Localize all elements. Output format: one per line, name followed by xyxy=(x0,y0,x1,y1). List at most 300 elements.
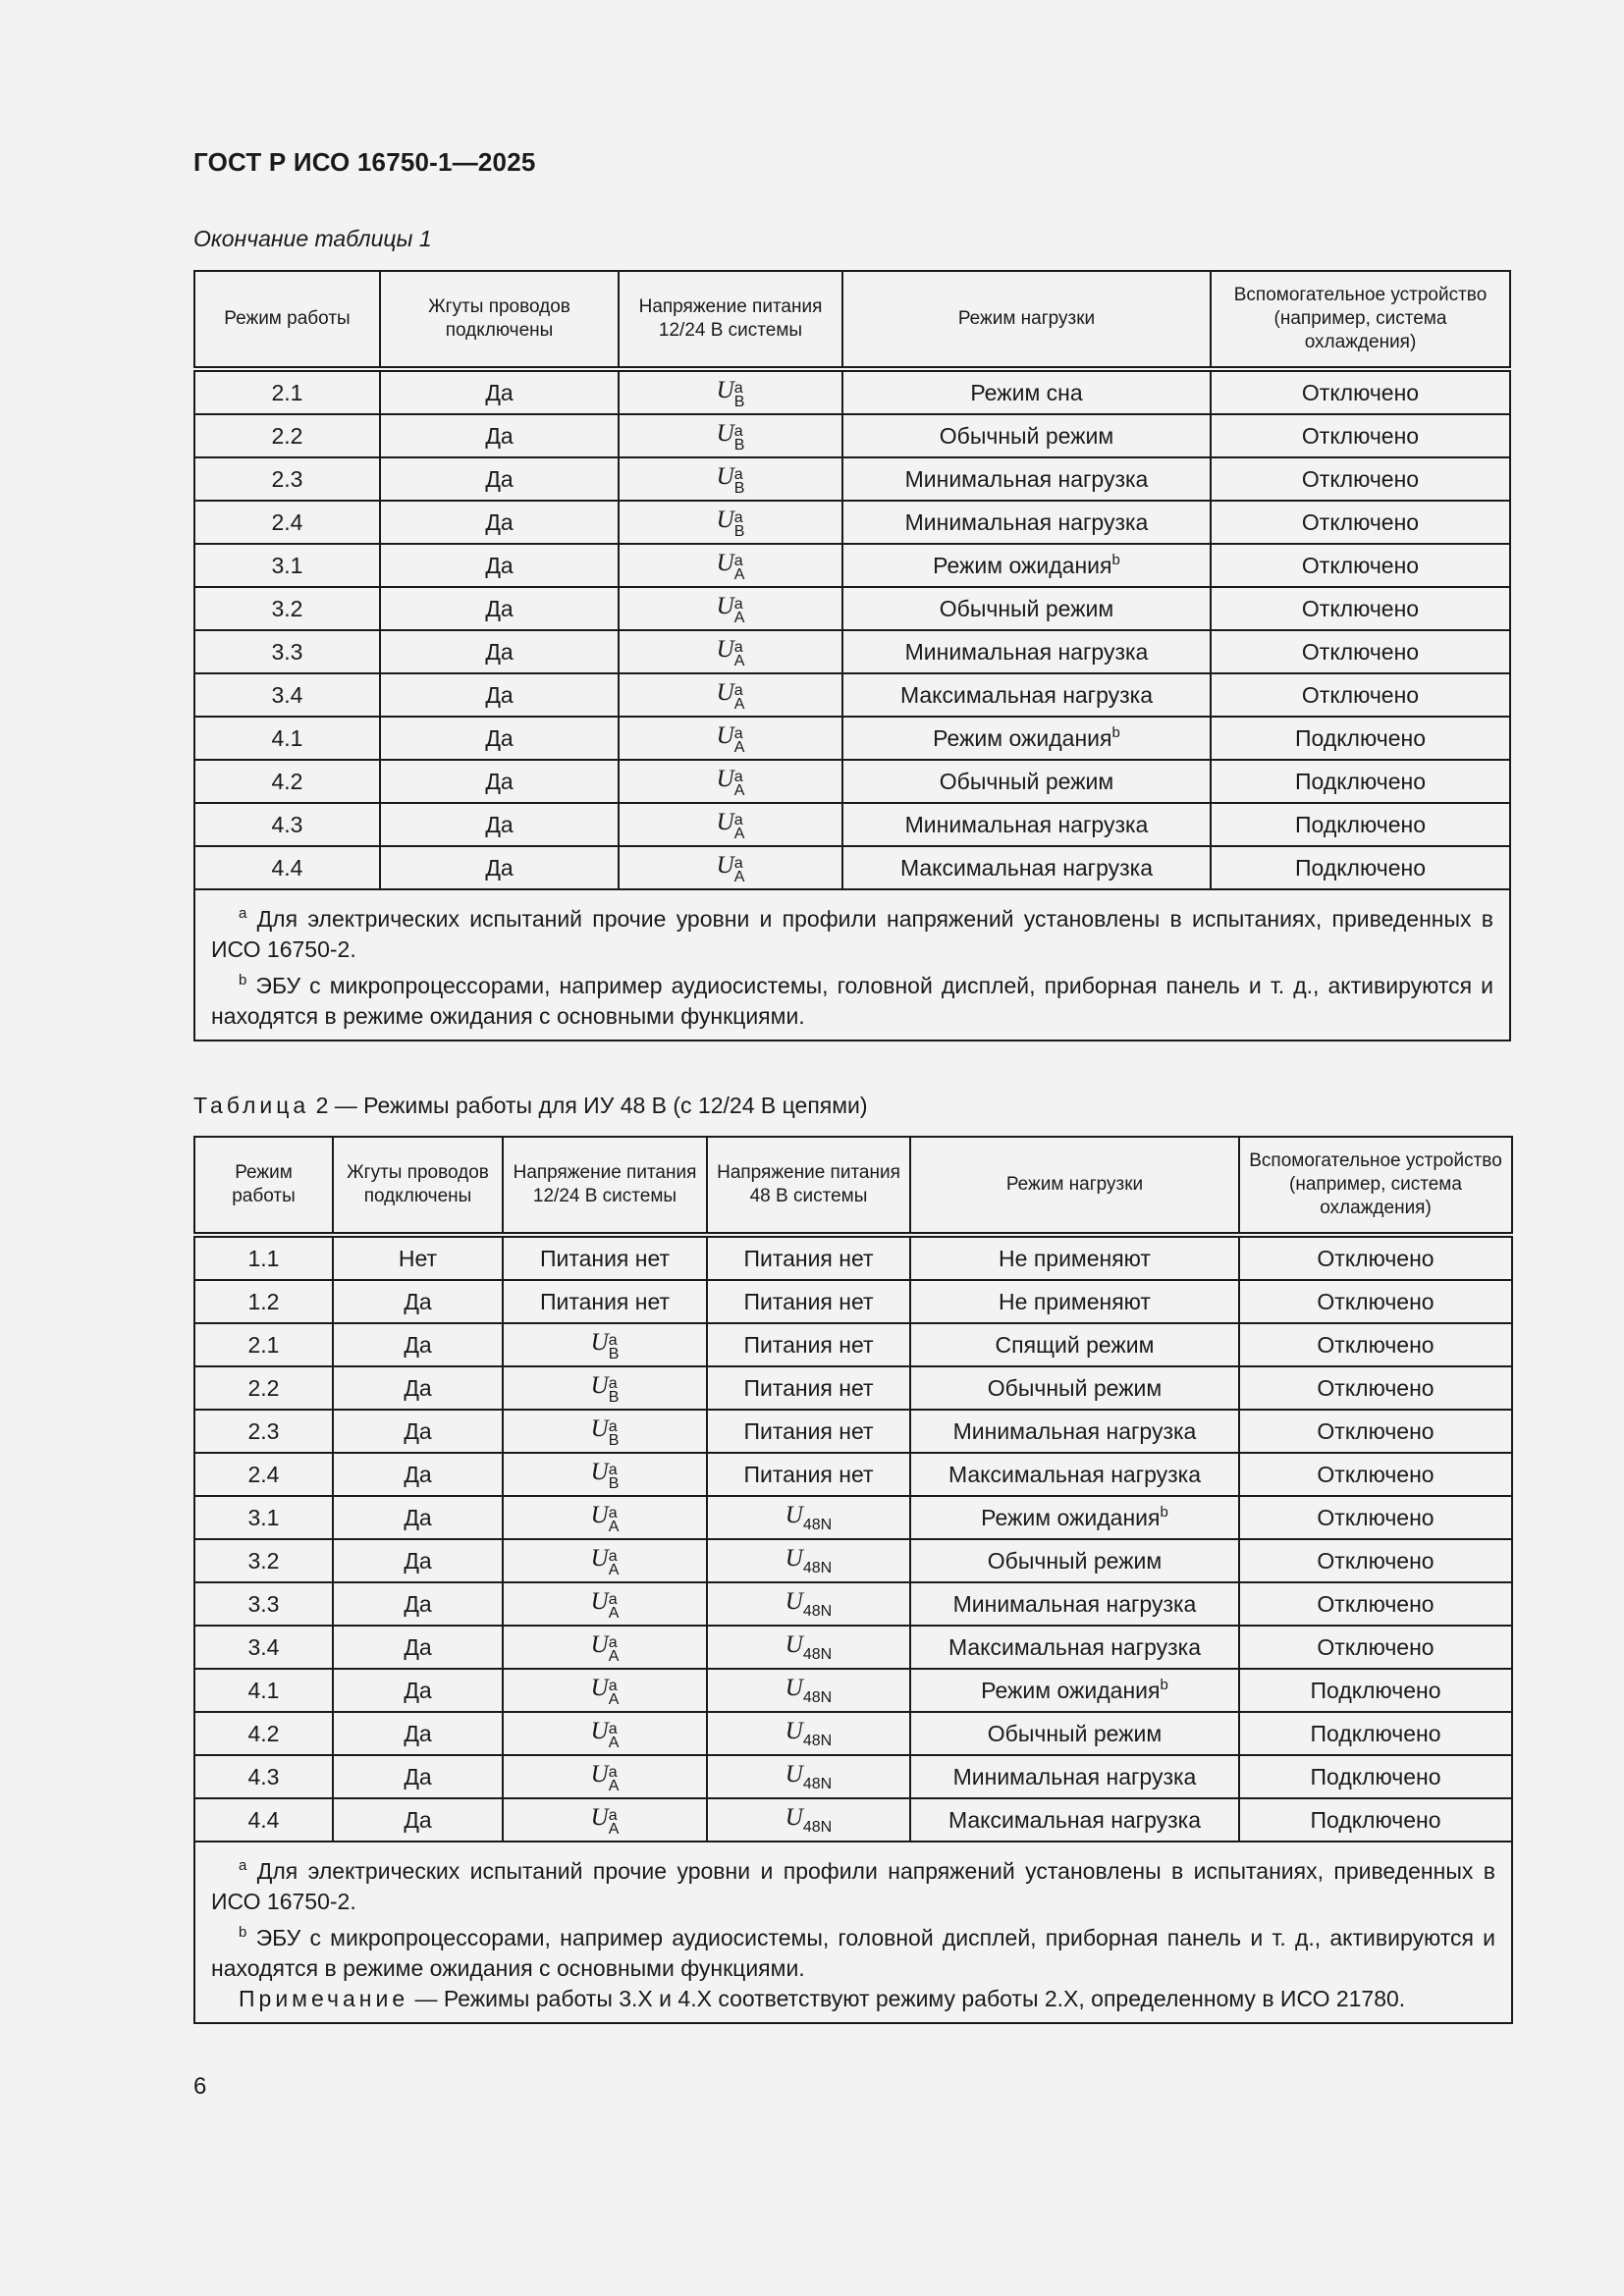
voltage-symbol xyxy=(590,1587,620,1622)
voltage-symbol xyxy=(590,1674,620,1708)
voltage-letter: U xyxy=(716,592,734,619)
load-mode-cell xyxy=(910,1453,1239,1496)
voltage-subscript: A xyxy=(608,1647,620,1665)
load-mode-cell xyxy=(910,1712,1239,1755)
footnote-text: Для электрических испытаний прочие уровни и профили напряжений установлены в испытаниях, приведенных в ИСО 16750-2. xyxy=(211,906,1493,962)
mode-cell: 3.2 xyxy=(194,587,380,630)
mode-cell: 2.4 xyxy=(194,1453,333,1496)
aux-device-cell: Отключено xyxy=(1239,1410,1512,1453)
voltage-48-cell: Питания нет xyxy=(707,1366,910,1410)
voltage-superscript: a xyxy=(608,1504,618,1522)
voltage-supsub xyxy=(733,811,745,842)
table-row xyxy=(194,1712,1512,1755)
voltage-letter: U xyxy=(716,376,734,403)
voltage-supsub xyxy=(733,681,745,713)
aux-device-cell: Отключено xyxy=(1211,630,1510,673)
footnote-a xyxy=(211,898,1493,965)
mode-cell: 2.4 xyxy=(194,501,380,544)
mode-cell: 2.3 xyxy=(194,457,380,501)
mode-cell: 3.4 xyxy=(194,1626,333,1669)
table1-caption: Окончание таблицы 1 xyxy=(193,226,432,251)
load-mode-text: Режим ожидания xyxy=(981,1678,1161,1703)
voltage-symbol xyxy=(716,506,745,540)
aux-device-cell: Отключено xyxy=(1239,1582,1512,1626)
load-mode-cell xyxy=(842,760,1211,803)
voltage-subscript: A xyxy=(733,781,745,799)
load-mode-text: Минимальная нагрузка xyxy=(904,465,1149,492)
load-mode-text: Минимальная нагрузка xyxy=(904,638,1149,665)
voltage-1224-cell xyxy=(619,846,842,889)
load-mode-text: Минимальная нагрузка xyxy=(904,811,1149,837)
mode-cell: 4.2 xyxy=(194,1712,333,1755)
voltage-superscript: a xyxy=(608,1590,618,1608)
voltage-letter: U xyxy=(716,851,734,879)
mode-cell: 3.3 xyxy=(194,1582,333,1626)
voltage-letter: U xyxy=(716,808,734,835)
harness-cell: Да xyxy=(333,1626,503,1669)
voltage-superscript: a xyxy=(608,1417,618,1435)
table2-header-cell: Режим работы xyxy=(194,1137,333,1235)
load-mode-cell xyxy=(910,1496,1239,1539)
voltage-symbol xyxy=(590,1415,620,1449)
load-mode-text: Не применяют xyxy=(999,1245,1151,1271)
voltage-supsub xyxy=(733,508,745,540)
voltage-letter: U xyxy=(716,419,734,447)
mode-cell: 3.1 xyxy=(194,1496,333,1539)
voltage-superscript: a xyxy=(608,1806,618,1824)
load-mode-cell xyxy=(910,1280,1239,1323)
table-row xyxy=(194,1366,1512,1410)
harness-cell: Да xyxy=(333,1669,503,1712)
voltage-1224-cell xyxy=(503,1496,707,1539)
aux-device-cell: Подключено xyxy=(1239,1712,1512,1755)
voltage-superscript: a xyxy=(608,1374,618,1392)
table-row xyxy=(194,1235,1512,1280)
table2-footnotes xyxy=(194,1842,1512,2023)
harness-cell: Да xyxy=(333,1410,503,1453)
voltage-48-cell xyxy=(707,1582,910,1626)
voltage-1224-cell xyxy=(503,1755,707,1798)
voltage-symbol xyxy=(716,808,745,842)
voltage-symbol xyxy=(716,549,745,583)
harness-cell: Да xyxy=(333,1323,503,1366)
table1-header-cell: Режим работы xyxy=(194,271,380,369)
mode-cell: 3.3 xyxy=(194,630,380,673)
voltage-letter: U xyxy=(785,1587,803,1615)
harness-cell: Да xyxy=(380,501,619,544)
table-row xyxy=(194,1453,1512,1496)
load-mode-cell xyxy=(910,1626,1239,1669)
voltage-letter: U xyxy=(785,1501,803,1528)
load-mode-cell xyxy=(910,1410,1239,1453)
voltage-symbol xyxy=(716,419,745,454)
voltage-symbol xyxy=(785,1803,833,1836)
voltage-supsub xyxy=(608,1677,620,1708)
document-header: ГОСТ Р ИСО 16750-1—2025 xyxy=(193,147,536,177)
harness-cell: Да xyxy=(333,1539,503,1582)
voltage-1224-cell xyxy=(503,1323,707,1366)
voltage-1224-cell xyxy=(619,717,842,760)
voltage-superscript: a xyxy=(733,508,743,526)
load-mode-text: Минимальная нагрузка xyxy=(952,1417,1197,1444)
voltage-superscript: a xyxy=(733,595,743,613)
table1-header-cell: Вспомогательное устройство (например, система охлаждения) xyxy=(1211,271,1510,369)
mode-cell: 1.2 xyxy=(194,1280,333,1323)
voltage-superscript: a xyxy=(733,811,743,828)
voltage-supsub xyxy=(733,595,745,626)
table-row xyxy=(194,1280,1512,1323)
load-mode-cell xyxy=(842,803,1211,846)
footnote-a xyxy=(211,1850,1495,1917)
footnote-mark: b xyxy=(239,972,247,988)
harness-cell: Да xyxy=(333,1755,503,1798)
voltage-symbol xyxy=(590,1501,620,1535)
voltage-supsub xyxy=(608,1504,620,1535)
aux-device-cell: Отключено xyxy=(1211,501,1510,544)
voltage-superscript: a xyxy=(733,465,743,483)
voltage-supsub xyxy=(608,1461,620,1492)
table2-header-cell: Режим нагрузки xyxy=(910,1137,1239,1235)
voltage-symbol xyxy=(716,462,745,497)
mode-cell: 4.2 xyxy=(194,760,380,803)
voltage-1224-cell xyxy=(619,369,842,414)
voltage-subscript: B xyxy=(608,1388,620,1406)
aux-device-cell: Отключено xyxy=(1239,1366,1512,1410)
harness-cell: Да xyxy=(380,760,619,803)
table-row xyxy=(194,1755,1512,1798)
mode-cell: 2.1 xyxy=(194,1323,333,1366)
table-row xyxy=(194,501,1510,544)
table-row xyxy=(194,369,1510,414)
voltage-letter: U xyxy=(716,765,734,792)
table-row xyxy=(194,1626,1512,1669)
load-mode-cell xyxy=(842,717,1211,760)
aux-device-cell: Отключено xyxy=(1239,1235,1512,1280)
voltage-1224-cell xyxy=(619,760,842,803)
aux-device-cell: Подключено xyxy=(1211,760,1510,803)
voltage-letter: U xyxy=(590,1544,609,1572)
footnote-mark: b xyxy=(239,1924,247,1941)
voltage-letter: U xyxy=(716,635,734,663)
table1-footnotes-row xyxy=(194,889,1510,1041)
voltage-1224-cell xyxy=(619,587,842,630)
voltage-superscript: a xyxy=(608,1547,618,1565)
voltage-symbol xyxy=(590,1630,620,1665)
voltage-supsub xyxy=(608,1590,620,1622)
mode-cell: 2.3 xyxy=(194,1410,333,1453)
harness-cell: Да xyxy=(380,587,619,630)
harness-cell: Да xyxy=(380,369,619,414)
load-mode-text: Максимальная нагрузка xyxy=(947,1633,1202,1660)
load-mode-text: Обычный режим xyxy=(939,595,1114,621)
voltage-symbol xyxy=(785,1544,833,1576)
voltage-subscript: B xyxy=(608,1345,620,1362)
table-note xyxy=(211,1984,1495,2014)
voltage-subscript: A xyxy=(733,565,745,583)
harness-cell: Да xyxy=(333,1798,503,1842)
voltage-superscript: a xyxy=(733,552,743,569)
table-row xyxy=(194,760,1510,803)
voltage-letter: U xyxy=(716,721,734,749)
voltage-1224-cell xyxy=(619,803,842,846)
aux-device-cell: Отключено xyxy=(1239,1496,1512,1539)
voltage-1224-cell xyxy=(619,414,842,457)
harness-cell: Да xyxy=(333,1280,503,1323)
voltage-letter: U xyxy=(590,1501,609,1528)
harness-cell: Да xyxy=(380,414,619,457)
load-mode-cell xyxy=(842,587,1211,630)
load-mode-text: Обычный режим xyxy=(987,1374,1163,1401)
voltage-letter: U xyxy=(785,1717,803,1744)
voltage-symbol xyxy=(785,1717,833,1749)
harness-cell: Да xyxy=(380,457,619,501)
note-text: — Режимы работы 3.X и 4.X соответствуют режиму работы 2.X, определенному в ИСО 21780. xyxy=(408,1986,1406,2011)
voltage-superscript: a xyxy=(608,1763,618,1781)
footnote-b xyxy=(211,965,1493,1032)
harness-cell: Да xyxy=(380,673,619,717)
load-mode-cell xyxy=(910,1798,1239,1842)
load-mode-cell xyxy=(842,544,1211,587)
harness-cell: Да xyxy=(380,630,619,673)
voltage-superscript: a xyxy=(733,724,743,742)
voltage-subscript: A xyxy=(608,1604,620,1622)
voltage-superscript: a xyxy=(608,1331,618,1349)
aux-device-cell: Отключено xyxy=(1211,587,1510,630)
voltage-superscript: a xyxy=(608,1633,618,1651)
voltage-subscript: 48N xyxy=(802,1645,833,1663)
table2-header-cell: Вспомогательное устройство (например, система охлаждения) xyxy=(1239,1137,1512,1235)
voltage-superscript: a xyxy=(608,1720,618,1737)
voltage-symbol xyxy=(716,765,745,799)
voltage-supsub xyxy=(608,1547,620,1578)
voltage-subscript: 48N xyxy=(802,1688,833,1706)
voltage-48-cell xyxy=(707,1626,910,1669)
table-row xyxy=(194,457,1510,501)
voltage-subscript: A xyxy=(733,738,745,756)
voltage-superscript: a xyxy=(608,1461,618,1478)
harness-cell: Да xyxy=(333,1712,503,1755)
voltage-letter: U xyxy=(590,1674,609,1701)
load-mode-text: Обычный режим xyxy=(939,768,1114,794)
table1 xyxy=(193,270,1511,1041)
mode-cell: 2.2 xyxy=(194,414,380,457)
footnote-mark: b xyxy=(1111,724,1120,741)
load-mode-text: Режим ожидания xyxy=(981,1505,1161,1530)
voltage-1224-cell: Питания нет xyxy=(503,1235,707,1280)
footnote-text: Для электрических испытаний прочие уровни и профили напряжений установлены в испытаниях, приведенных в ИСО 16750-2. xyxy=(211,1858,1496,1914)
load-mode-text: Режим ожидания xyxy=(933,725,1112,751)
load-mode-cell xyxy=(910,1669,1239,1712)
voltage-letter: U xyxy=(785,1630,803,1658)
voltage-48-cell: Питания нет xyxy=(707,1323,910,1366)
table2-caption-text: 2 — Режимы работы для ИУ 48 В (с 12/24 В цепями) xyxy=(315,1093,868,1118)
mode-cell: 3.2 xyxy=(194,1539,333,1582)
voltage-superscript: a xyxy=(733,854,743,872)
footnote-mark: b xyxy=(1160,1504,1168,1521)
voltage-symbol xyxy=(590,1717,620,1751)
voltage-1224-cell xyxy=(619,457,842,501)
load-mode-cell xyxy=(910,1539,1239,1582)
load-mode-cell xyxy=(842,630,1211,673)
voltage-48-cell xyxy=(707,1669,910,1712)
table-row xyxy=(194,1582,1512,1626)
table1-header-row xyxy=(194,271,1510,369)
table-row xyxy=(194,1798,1512,1842)
load-mode-cell xyxy=(842,414,1211,457)
aux-device-cell: Отключено xyxy=(1211,544,1510,587)
load-mode-cell xyxy=(842,673,1211,717)
voltage-1224-cell xyxy=(503,1798,707,1842)
voltage-1224-cell xyxy=(503,1626,707,1669)
voltage-letter: U xyxy=(716,678,734,706)
table-row xyxy=(194,803,1510,846)
footnote-mark: b xyxy=(1160,1677,1168,1693)
voltage-symbol xyxy=(716,678,745,713)
voltage-subscript: B xyxy=(733,522,745,540)
harness-cell: Да xyxy=(380,544,619,587)
voltage-subscript: 48N xyxy=(802,1818,833,1836)
voltage-supsub xyxy=(608,1331,620,1362)
voltage-1224-cell xyxy=(503,1539,707,1582)
voltage-supsub xyxy=(733,768,745,799)
voltage-symbol xyxy=(590,1328,620,1362)
aux-device-cell: Отключено xyxy=(1239,1280,1512,1323)
load-mode-text: Минимальная нагрузка xyxy=(904,508,1149,535)
voltage-48-cell xyxy=(707,1496,910,1539)
voltage-letter: U xyxy=(590,1717,609,1744)
voltage-superscript: a xyxy=(733,379,743,397)
voltage-symbol xyxy=(785,1587,833,1620)
load-mode-text: Обычный режим xyxy=(987,1547,1163,1574)
voltage-letter: U xyxy=(590,1587,609,1615)
voltage-subscript: B xyxy=(608,1431,620,1449)
footnote-text: ЭБУ с микропроцессорами, например аудиосистемы, головной дисплей, приборная панель и т. д., активируются и находятся в режиме ожидания с основными функциями. xyxy=(211,1925,1496,1981)
table2-caption xyxy=(193,1093,868,1119)
voltage-1224-cell xyxy=(619,501,842,544)
table-row xyxy=(194,414,1510,457)
voltage-subscript: 48N xyxy=(802,1732,833,1749)
harness-cell: Да xyxy=(333,1453,503,1496)
harness-cell: Да xyxy=(380,717,619,760)
table2-caption-prefix: Таблица xyxy=(193,1093,310,1118)
voltage-letter: U xyxy=(590,1371,609,1399)
load-mode-cell xyxy=(910,1235,1239,1280)
mode-cell: 4.3 xyxy=(194,803,380,846)
load-mode-cell xyxy=(910,1366,1239,1410)
voltage-1224-cell xyxy=(503,1582,707,1626)
voltage-1224-cell xyxy=(503,1453,707,1496)
load-mode-text: Обычный режим xyxy=(939,422,1114,449)
voltage-symbol xyxy=(785,1501,833,1533)
voltage-supsub xyxy=(733,422,745,454)
voltage-supsub xyxy=(733,379,745,410)
harness-cell: Да xyxy=(333,1366,503,1410)
voltage-symbol xyxy=(716,721,745,756)
voltage-48-cell xyxy=(707,1798,910,1842)
voltage-superscript: a xyxy=(733,638,743,656)
voltage-subscript: B xyxy=(733,393,745,410)
voltage-subscript: A xyxy=(608,1561,620,1578)
voltage-supsub xyxy=(608,1763,620,1794)
load-mode-cell xyxy=(910,1323,1239,1366)
voltage-letter: U xyxy=(716,462,734,490)
load-mode-text: Минимальная нагрузка xyxy=(952,1763,1197,1789)
voltage-48-cell: Питания нет xyxy=(707,1235,910,1280)
load-mode-text: Режим сна xyxy=(970,379,1083,405)
page-number: 6 xyxy=(193,2073,207,2100)
voltage-letter: U xyxy=(785,1674,803,1701)
voltage-supsub xyxy=(608,1633,620,1665)
mode-cell: 1.1 xyxy=(194,1235,333,1280)
voltage-symbol xyxy=(716,376,745,410)
load-mode-text: Максимальная нагрузка xyxy=(947,1461,1202,1487)
load-mode-text: Не применяют xyxy=(999,1288,1151,1314)
table-row xyxy=(194,717,1510,760)
aux-device-cell: Подключено xyxy=(1211,717,1510,760)
load-mode-text: Максимальная нагрузка xyxy=(899,681,1154,708)
harness-cell: Да xyxy=(333,1496,503,1539)
harness-cell: Да xyxy=(380,803,619,846)
harness-cell: Да xyxy=(380,846,619,889)
voltage-letter: U xyxy=(785,1803,803,1831)
voltage-letter: U xyxy=(590,1328,609,1356)
footnote-text: ЭБУ с микропроцессорами, например аудиосистемы, головной дисплей, приборная панель и т. д., активируются и находятся в режиме ожидания с основными функциями. xyxy=(211,973,1493,1029)
load-mode-text: Максимальная нагрузка xyxy=(947,1806,1202,1833)
footnote-b xyxy=(211,1917,1495,1984)
voltage-subscript: B xyxy=(608,1474,620,1492)
voltage-48-cell: Питания нет xyxy=(707,1453,910,1496)
table-row xyxy=(194,846,1510,889)
voltage-symbol xyxy=(590,1458,620,1492)
table2-header-cell: Напряжение питания 12/24 В системы xyxy=(503,1137,707,1235)
aux-device-cell: Отключено xyxy=(1239,1626,1512,1669)
voltage-subscript: A xyxy=(608,1518,620,1535)
voltage-subscript: A xyxy=(733,825,745,842)
voltage-subscript: B xyxy=(733,436,745,454)
voltage-subscript: A xyxy=(608,1690,620,1708)
voltage-1224-cell xyxy=(619,630,842,673)
voltage-1224-cell xyxy=(619,544,842,587)
voltage-subscript: 48N xyxy=(802,1775,833,1792)
mode-cell: 4.1 xyxy=(194,717,380,760)
aux-device-cell: Отключено xyxy=(1211,457,1510,501)
voltage-letter: U xyxy=(590,1415,609,1442)
table-row xyxy=(194,544,1510,587)
mode-cell: 2.1 xyxy=(194,369,380,414)
voltage-48-cell xyxy=(707,1755,910,1798)
aux-device-cell: Отключено xyxy=(1211,414,1510,457)
aux-device-cell: Подключено xyxy=(1211,846,1510,889)
aux-device-cell: Подключено xyxy=(1239,1755,1512,1798)
voltage-48-cell: Питания нет xyxy=(707,1410,910,1453)
voltage-subscript: 48N xyxy=(802,1516,833,1533)
table1-footnotes xyxy=(194,889,1510,1041)
aux-device-cell: Отключено xyxy=(1239,1453,1512,1496)
voltage-symbol xyxy=(716,592,745,626)
voltage-subscript: 48N xyxy=(802,1602,833,1620)
load-mode-cell xyxy=(842,846,1211,889)
table-row xyxy=(194,1323,1512,1366)
mode-cell: 2.2 xyxy=(194,1366,333,1410)
voltage-letter: U xyxy=(590,1630,609,1658)
mode-cell: 3.1 xyxy=(194,544,380,587)
footnote-mark: b xyxy=(1111,552,1120,568)
harness-cell: Нет xyxy=(333,1235,503,1280)
mode-cell: 3.4 xyxy=(194,673,380,717)
voltage-superscript: a xyxy=(733,768,743,785)
table1-header-cell: Режим нагрузки xyxy=(842,271,1211,369)
table-row xyxy=(194,1539,1512,1582)
